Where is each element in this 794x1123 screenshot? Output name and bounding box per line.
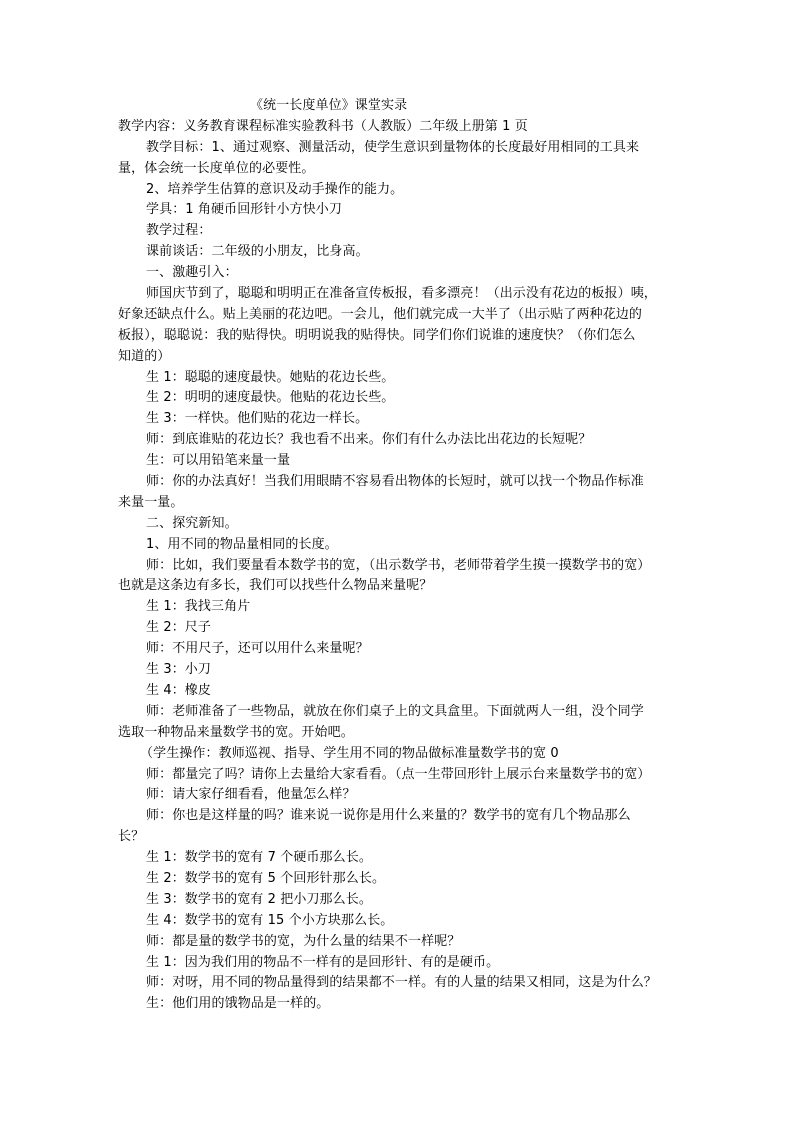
text-line: 生 4：数学书的宽有 15 个小方块那么长。 — [146, 912, 394, 928]
document-title: 《统一长度单位》课堂实录 — [250, 98, 408, 113]
text-line: 师国庆节到了，聪聪和明明正在准备宣传板报，看多漂亮！（出示没有花边的板报）咦， — [146, 286, 657, 302]
text-line: 师：你的办法真好！当我们用眼睛不容易看出物体的长短时，就可以找一个物品作标准 — [146, 474, 644, 490]
text-line: 教学内容：义务教育课程标准实验教科书（人教版）二年级上册第 1 页 — [118, 118, 528, 134]
text-line: 师：到底谁贴的花边长？我也看不出来。你们有什么办法比出花边的长短呢？ — [146, 432, 592, 448]
text-line: 学具：1 角硬币回形针小方快小刀 — [146, 202, 343, 218]
text-line: 选取一种物品来量数学书的宽。开始吧。 — [118, 724, 354, 740]
text-line: 师：都量完了吗？请你上去量给大家看看。（点一生带回形针上展示台来量数学书的宽） — [146, 766, 651, 782]
text-line: （学生操作：教师巡视、指导、学生用不同的物品做标准量数学书的宽 0 — [140, 745, 559, 761]
text-line: 生 3：小刀 — [146, 662, 212, 678]
text-line: 课前谈话：二年级的小朋友，比身高。 — [146, 244, 369, 260]
text-line: 师：请大家仔细看看，他量怎么样？ — [146, 787, 356, 803]
text-line: 知道的） — [118, 348, 171, 364]
text-line: 师：不用尺子，还可以用什么来量呢？ — [146, 641, 369, 657]
text-line: 生 3：数学书的宽有 2 把小刀那么长。 — [146, 891, 372, 907]
text-line: 生 1：聪聪的速度最快。她贴的花边长些。 — [146, 369, 395, 385]
text-line: 师：对呀，用不同的物品量得到的结果都不一样。有的人量的结果又相同，这是为什么？ — [146, 975, 657, 991]
text-line: 师：比如，我们要量看本数学书的宽，（出示数学书，老师带着学生摸一摸数学书的宽） — [146, 557, 651, 573]
text-line: 好象还缺点什么。贴上美丽的花边吧。一会儿，他们就完成一大半了（出示贴了两种花边的 — [118, 306, 643, 322]
text-line: 生 3：一样快。他们贴的花边一样长。 — [146, 411, 369, 427]
text-line: 长？ — [118, 829, 145, 845]
text-line: 一、激趣引入： — [146, 265, 238, 281]
text-line: 教学过程： — [146, 223, 212, 239]
text-line: 量，体会统一长度单位的必要性。 — [118, 160, 315, 176]
text-line: 师：你也是这样量的吗？谁来说一说你是用什么来量的？数学书的宽有几个物品那么 — [146, 808, 631, 824]
text-line: 来量一量。 — [118, 494, 184, 510]
document-body — [118, 96, 678, 1015]
text-line: 生：可以用铅笔来量一量 — [146, 453, 291, 469]
text-line: 二、探究新知。 — [146, 515, 238, 531]
text-line: 生 4：橡皮 — [146, 682, 212, 698]
text-line: 教学目标：1、通过观察、测量活动，使学生意识到量物体的长度最好用相同的工具来 — [146, 139, 640, 155]
text-line: 师：都是量的数学书的宽，为什么量的结果不一样呢？ — [146, 933, 461, 949]
text-line: 也就是这条边有多长，我们可以找些什么物品来量呢？ — [118, 578, 433, 594]
text-line: 师：老师准备了一些物品，就放在你们桌子上的文具盒里。下面就两人一组，没个同学 — [146, 703, 644, 719]
text-line: 1、用不同的物品量相同的长度。 — [146, 536, 338, 552]
text-line: 生 2：明明的速度最快。他贴的花边长些。 — [146, 390, 395, 406]
text-line: 生 2：尺子 — [146, 620, 212, 636]
text-line: 生 1：因为我们用的物品不一样有的是回形针、有的是硬币。 — [146, 954, 500, 970]
text-line: 板报），聪聪说：我的贴得快。明明说我的贴得快。同学们你们说谁的速度快？（你们怎么 — [118, 327, 636, 343]
text-line: 生 1：我找三角片 — [146, 599, 251, 615]
text-line: 生 1：数学书的宽有 7 个硬币那么长。 — [146, 850, 372, 866]
text-line: 生：他们用的饿物品是一样的。 — [146, 996, 330, 1012]
text-line: 生 2：数学书的宽有 5 个回形针那么长。 — [146, 870, 386, 886]
text-line: 2、培养学生估算的意识及动手操作的能力。 — [146, 181, 404, 197]
